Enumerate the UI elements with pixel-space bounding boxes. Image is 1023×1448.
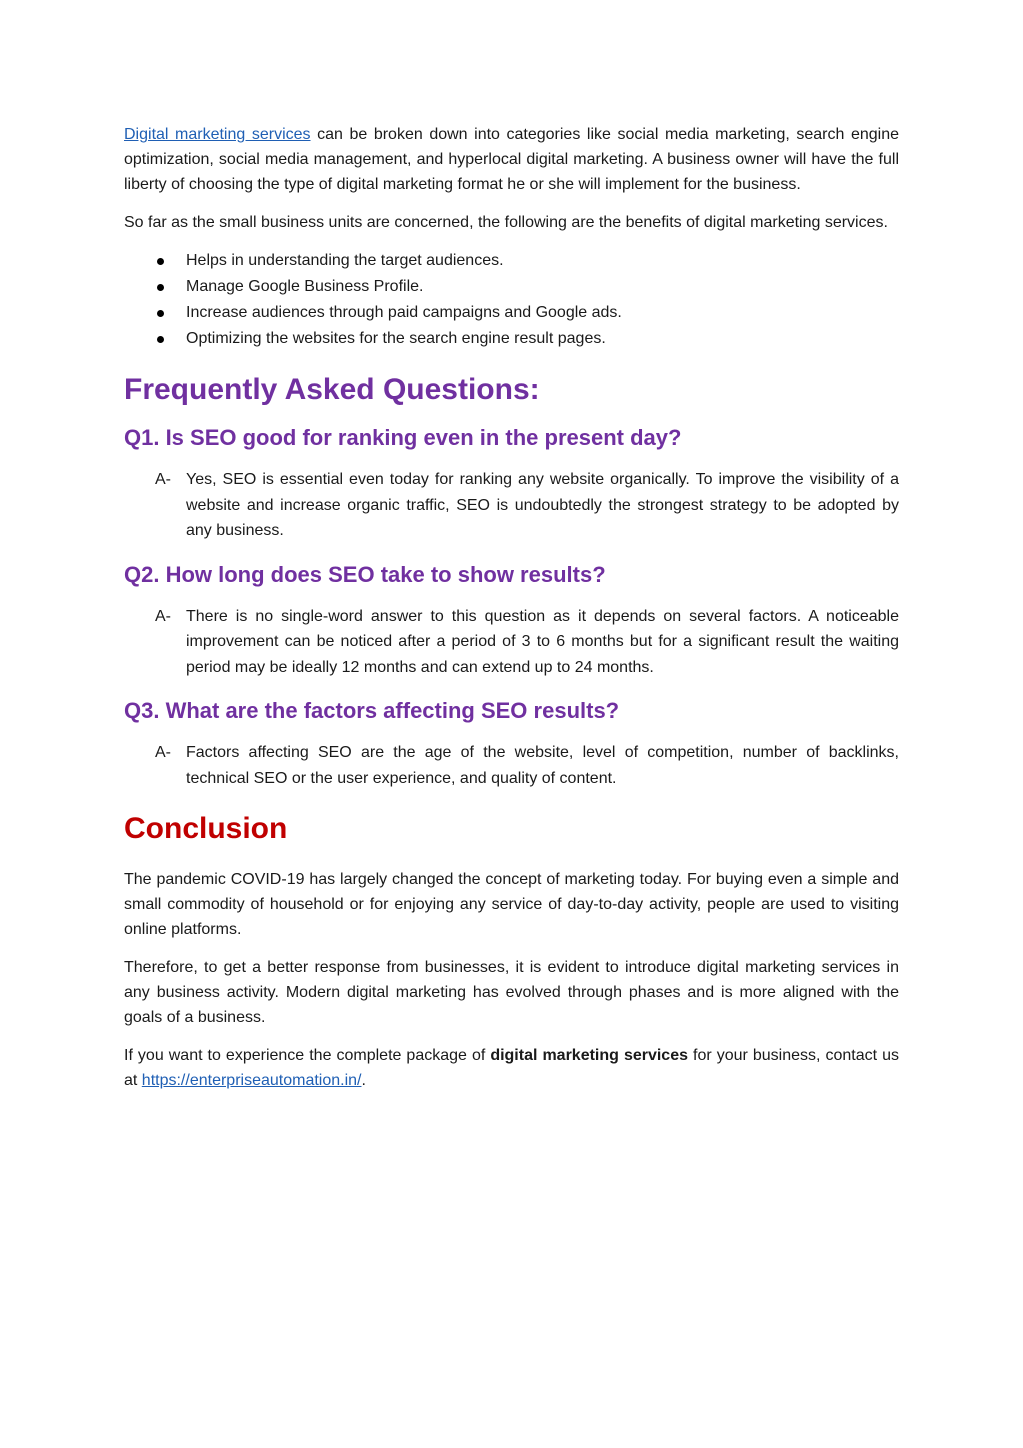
- list-item-text: Manage Google Business Profile.: [186, 278, 424, 295]
- list-item: [124, 300, 899, 326]
- bullet-icon: [157, 310, 164, 317]
- list-item-text: Optimizing the websites for the search engine result pages.: [186, 330, 606, 347]
- intro-paragraph: [124, 122, 899, 197]
- answer-marker: A-: [155, 744, 171, 761]
- cta-suffix: .: [361, 1072, 366, 1089]
- answer-text: There is no single-word answer to this question as it depends on several factors. A noticeable improvement can be noticed after a period of 3 to 6 months but for a significant result the waiting period may be ideally 12 months and can extend up to 24 months.: [186, 607, 899, 676]
- conclusion-paragraph-2: Therefore, to get a better response from businesses, it is evident to introduce digital marketing services in any business activity. Modern digital marketing has evolved through phases and is more aligned with the goals of a business.: [124, 959, 899, 1026]
- benefits-intro-paragraph: So far as the small business units are concerned, the following are the benefits of digital marketing services.: [124, 214, 888, 231]
- document-page: [124, 122, 899, 1106]
- digital-marketing-services-link[interactable]: Digital marketing services: [124, 126, 311, 143]
- list-item: [124, 326, 899, 352]
- faq-answer-1: [124, 467, 899, 544]
- intro-text: can be broken down into categories like social media marketing, search engine optimization, social media management, and hyperlocal digital marketing. A business owner will have the full liberty of choosing the type of digital marketing format he or she will implement for the business.: [124, 126, 900, 193]
- faq-question-3: Q3. What are the factors affecting SEO results?: [124, 698, 620, 723]
- faq-answer-2: [124, 604, 899, 681]
- conclusion-paragraph-1: The pandemic COVID-19 has largely changed the concept of marketing today. For buying even a simple and small commodity of household or for enjoying any service of day-to-day activity, people are used to visiting online platforms.: [124, 871, 899, 938]
- conclusion-heading: Conclusion: [124, 812, 288, 845]
- faq-heading: Frequently Asked Questions:: [124, 373, 540, 406]
- bullet-icon: [157, 258, 164, 265]
- cta-middle: for your business, contact us at: [124, 1047, 899, 1089]
- bullet-icon: [157, 284, 164, 291]
- cta-prefix: If you want to experience the complete package of: [124, 1047, 491, 1064]
- list-item: [124, 248, 899, 274]
- cta-paragraph: [124, 1043, 899, 1093]
- list-item: [124, 274, 899, 300]
- answer-text: Factors affecting SEO are the age of the website, level of competition, number of backlinks, technical SEO or the user experience, and quality of content.: [186, 744, 899, 787]
- faq-answer-3: [124, 740, 899, 791]
- list-item-text: Increase audiences through paid campaigns and Google ads.: [186, 304, 622, 321]
- answer-marker: A-: [155, 607, 171, 625]
- answer-text: Yes, SEO is essential even today for ranking any website organically. To improve the visibility of a website and increase organic traffic, SEO is undoubtedly the strongest strategy to be adopted by any business.: [186, 471, 899, 539]
- bullet-icon: [157, 336, 164, 343]
- faq-question-1: Q1. Is SEO good for ranking even in the present day?: [124, 425, 682, 450]
- answer-marker: A-: [155, 471, 171, 488]
- cta-bold-text: digital marketing services: [490, 1047, 688, 1064]
- faq-question-2: Q2. How long does SEO take to show results?: [124, 561, 606, 587]
- website-link[interactable]: https://enterpriseautomation.in/: [141, 1072, 362, 1089]
- benefits-list: [124, 248, 899, 352]
- list-item-text: Helps in understanding the target audiences.: [186, 252, 504, 269]
